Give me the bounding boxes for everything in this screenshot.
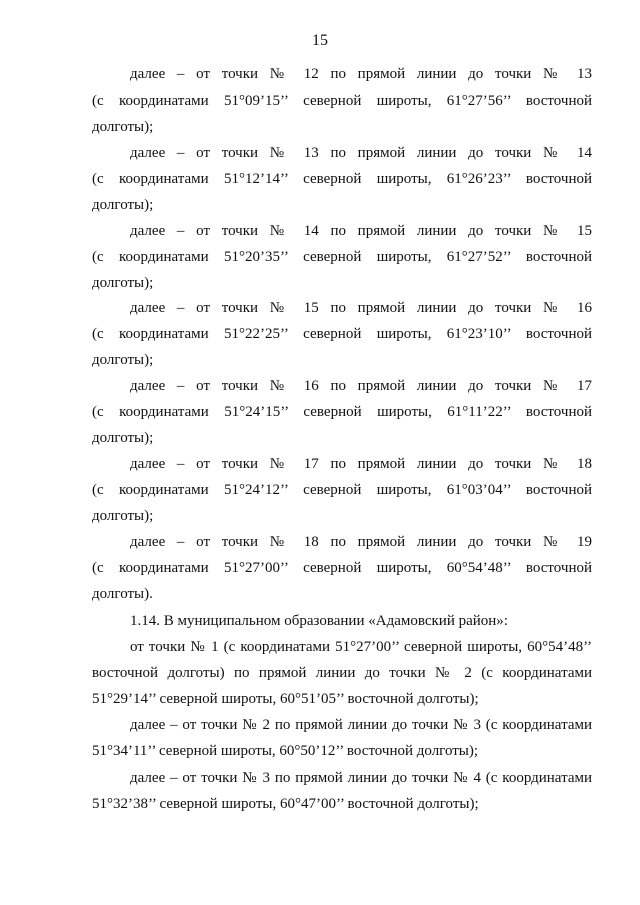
paragraph-line: далее – от точки № 18 по прямой линии до точки № 19 [130,534,592,550]
paragraph-line: (с координатами 51°27’00’’ северной широты, 60°54’48’’ восточной [92,560,592,576]
paragraph-line: далее – от точки № 12 по прямой линии до точки № 13 [130,66,592,82]
paragraph-line: (с координатами 51°12’14’’ северной широты, 61°26’23’’ восточной [92,171,592,187]
paragraph-line: восточной долготы) по прямой линии до точки № 2 (с координатами [92,665,592,681]
paragraph-line: (с координатами 51°20’35’’ северной широты, 61°27’52’’ восточной [92,249,592,265]
paragraph-line: долготы); [92,275,154,291]
paragraph-line: (с координатами 51°09’15’’ северной широты, 61°27’56’’ восточной [92,93,592,109]
paragraph-line: далее – от точки № 16 по прямой линии до точки № 17 [130,378,592,394]
paragraph-line: долготы). [92,586,153,602]
paragraph-line: долготы); [92,508,154,524]
paragraph-line: далее – от точки № 13 по прямой линии до точки № 14 [130,145,592,161]
paragraph-line: далее – от точки № 15 по прямой линии до точки № 16 [130,300,592,316]
paragraph-line: (с координатами 51°24’12’’ северной широты, 61°03’04’’ восточной [92,482,592,498]
paragraph-line: далее – от точки № 2 по прямой линии до точки № 3 (с координатами [130,717,592,733]
paragraph-line: далее – от точки № 3 по прямой линии до точки № 4 (с координатами [130,770,592,786]
section-heading: 1.14. В муниципальном образовании «Адамовский район»: [130,613,508,629]
paragraph-line: долготы); [92,119,154,135]
paragraph-line: долготы); [92,430,154,446]
paragraph-line: 51°34’11’’ северной широты, 60°50’12’’ восточной долготы); [92,743,479,759]
paragraph-line: 51°32’38’’ северной широты, 60°47’00’’ восточной долготы); [92,796,479,812]
paragraph-line: от точки № 1 (с координатами 51°27’00’’ северной широты, 60°54’48’’ [130,639,592,655]
paragraph-line: далее – от точки № 14 по прямой линии до точки № 15 [130,223,592,239]
page-number: 15 [312,32,328,49]
paragraph-line: долготы); [92,352,154,368]
paragraph-line: 51°29’14’’ северной широты, 60°51’05’’ восточной долготы); [92,691,479,707]
paragraph-line: далее – от точки № 17 по прямой линии до точки № 18 [130,456,592,472]
paragraph-line: (с координатами 51°24’15’’ северной широты, 61°11’22’’ восточной [92,404,592,420]
paragraph-line: (с координатами 51°22’25’’ северной широты, 61°23’10’’ восточной [92,326,592,342]
paragraph-line: долготы); [92,197,154,213]
